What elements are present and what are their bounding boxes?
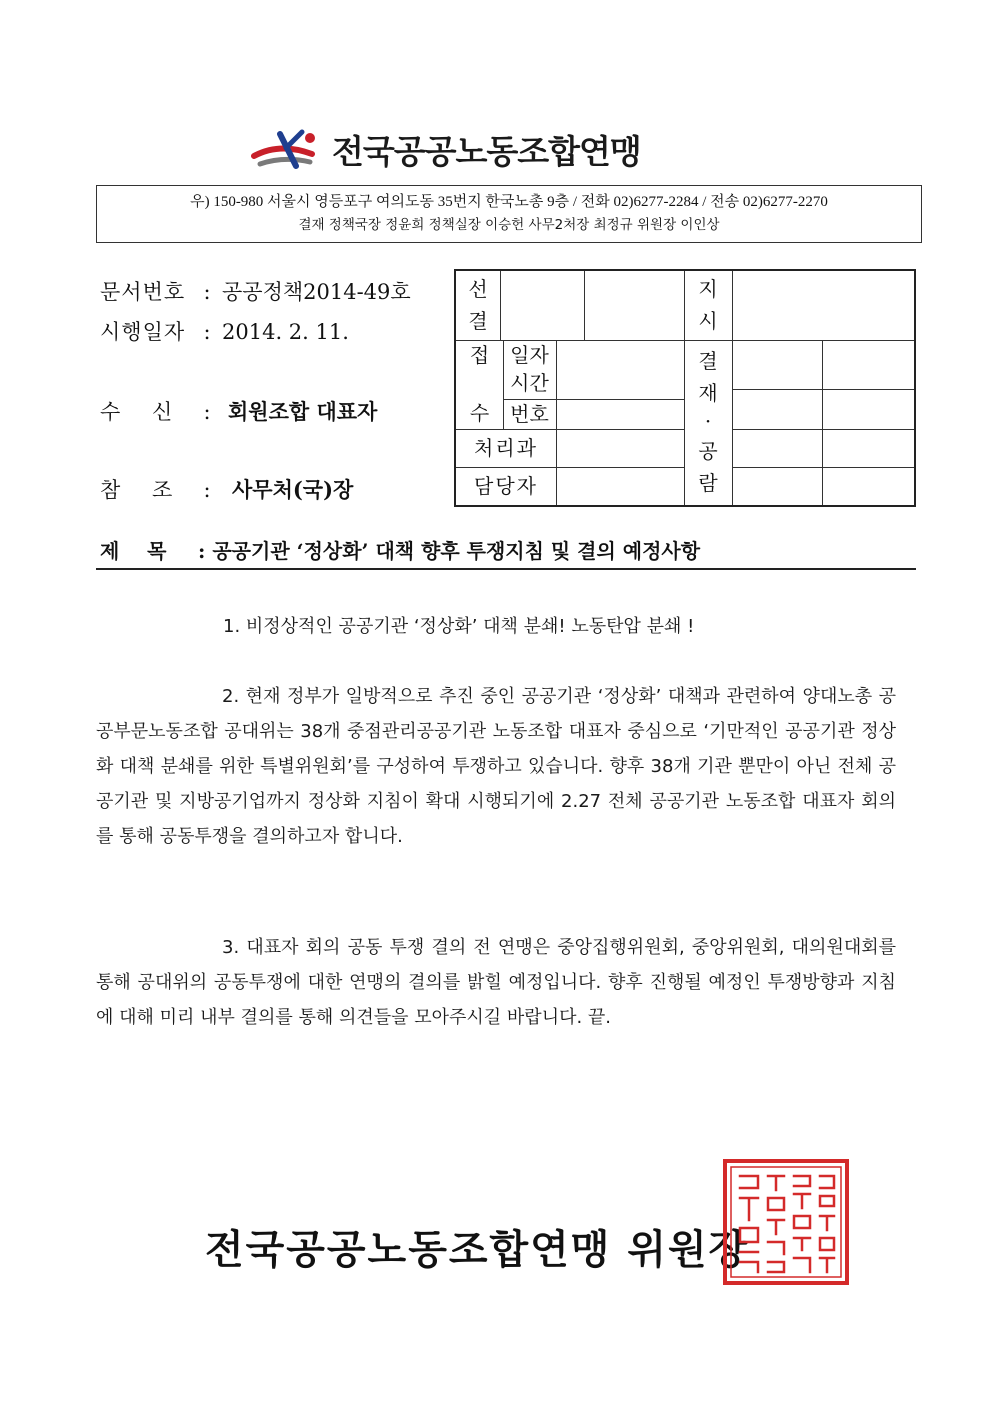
cell-cheorigwa: 처리과	[474, 436, 538, 460]
paragraph-1: 1. 비정상적인 공공기관 ‘정상화’ 대책 분쇄! 노동탄압 분쇄 !	[223, 616, 695, 637]
union-emblem-icon	[250, 126, 328, 170]
table-rule	[500, 271, 501, 340]
doc-number-label: 문서번호	[100, 280, 186, 304]
colon: :	[203, 320, 211, 344]
subject-text: 공공기관 ‘정상화’ 대책 향후 투쟁지침 및 결의 예정사항	[212, 539, 701, 563]
approval-table	[454, 269, 916, 507]
reference-row	[100, 474, 353, 504]
approval-chain-line: 결재 정책국장 정윤희 정책실장 이승헌 사무2처장 최정규 위원장 이인상	[298, 217, 720, 233]
cell-sigan: 시간	[510, 371, 549, 395]
colon: :	[203, 400, 211, 424]
letterhead-logo	[250, 124, 740, 172]
address-box	[96, 185, 922, 243]
subject-label: 제 목	[100, 539, 167, 563]
cell-jeop: 접	[469, 343, 490, 367]
table-rule	[556, 340, 557, 505]
reference-label: 참 조	[100, 478, 174, 502]
cell-ji: 지	[698, 277, 718, 301]
cell-gyeol2: 결	[698, 349, 718, 373]
reference-value: 사무처(국)장	[232, 477, 354, 502]
official-seal	[722, 1158, 850, 1286]
address-line: 우) 150-980 서울시 영등포구 여의도동 35번지 한국노총 9층 / 전화 02)6277-2284 / 전송 02)6277-2270	[190, 194, 828, 210]
table-rule	[584, 271, 585, 340]
cell-dot: ·	[704, 409, 712, 433]
table-rule	[732, 467, 914, 468]
table-rule	[732, 389, 914, 390]
cell-si: 시	[698, 309, 718, 333]
cell-beonho: 번호	[510, 402, 549, 426]
recipient-row	[100, 396, 377, 426]
date-value: 2014. 2. 11.	[222, 320, 349, 344]
seal-stamp-icon	[722, 1158, 850, 1286]
table-rule	[732, 429, 914, 430]
doc-number-value: 공공정책2014-49호	[222, 280, 411, 304]
cell-ram: 람	[698, 471, 718, 495]
cell-gong: 공	[698, 439, 718, 463]
subject-underline	[96, 568, 916, 570]
date-label: 시행일자	[100, 320, 186, 344]
cell-damdangja: 담당자	[474, 474, 538, 498]
date-row	[100, 316, 349, 346]
org-name: 전국공공노동조합연맹	[332, 132, 641, 171]
table-rule	[456, 467, 684, 468]
colon: :	[198, 539, 206, 563]
cell-ilja: 일자	[510, 343, 549, 367]
colon: :	[203, 478, 211, 502]
cell-seon: 선	[468, 277, 488, 301]
table-rule	[822, 340, 823, 505]
recipient-value: 회원조합 대표자	[228, 399, 378, 424]
cell-gyeol: 결	[468, 309, 488, 333]
paragraph-3: 3. 대표자 회의 공동 투쟁 결의 전 연맹은 중앙집행위원회, 중앙위원회, 대의원대회를 통해 공대위의 공동투쟁에 대한 연맹의 결의를 밝힐 예정입니다. 향후 진행될 예정인 투쟁방향과 지침에 대해 미리 내부 결의를 통해 의견들을 모아주시길 바랍니다. 끝.	[96, 937, 896, 1028]
table-rule	[456, 429, 684, 430]
signature-line: 전국공공노동조합연맹 위원장	[205, 1227, 750, 1273]
recipient-label: 수 신	[100, 400, 174, 424]
colon: :	[203, 280, 211, 304]
table-rule	[732, 271, 733, 505]
subject-line	[100, 535, 700, 564]
cell-su: 수	[469, 401, 490, 425]
doc-number-row	[100, 276, 411, 306]
paragraph-2: 2. 현재 정부가 일방적으로 추진 중인 공공기관 ‘정상화’ 대책과 관련하여 양대노총 공공부문노동조합 공대위는 38개 중점관리공공기관 노동조합 대표자 중심으로 ‘기만적인 공공기관 정상화 대책 분쇄를 위한 특별위원회’를 구성하여 투쟁하고 있습니다. 향후 38개 기관 뿐만이 아닌 전체 공공기관 및 지방공기업까지 정상화 지침이 확대 시행되기에 2.27 전체 공공기관 노동조합 대표자 회의를 통해 공동투쟁을 결의하고자 합니다.	[96, 686, 896, 847]
cell-jae: 재	[698, 381, 718, 405]
